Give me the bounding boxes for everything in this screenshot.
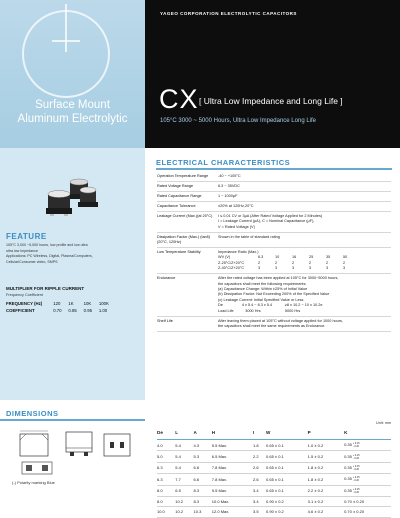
table-cell: 8.3 — [194, 485, 212, 496]
spec-line: Load Life 3000 Hrs 5000 Hrs — [218, 308, 301, 313]
table-cell: 3.4 — [253, 485, 266, 496]
table-cell: 2.6 — [253, 462, 266, 473]
frequency-value: 1K — [68, 301, 74, 306]
impedance-cell: 35 — [326, 255, 331, 260]
column-header: I — [253, 428, 266, 440]
k-value: 0.35 — [344, 487, 352, 493]
dimensions-heading — [0, 409, 59, 418]
spec-value: Shown in the table of standard rating — [218, 234, 280, 239]
impedance-cell: 2 — [292, 260, 295, 265]
table-cell: 0.65 ± 0.1 — [266, 440, 308, 451]
k-value: 0.35 — [344, 465, 352, 470]
table-row — [157, 485, 391, 496]
coefficient-row — [6, 308, 113, 313]
dimensions-heading-text: DIMENSIONS — [6, 409, 59, 418]
impedance-cell: 3 — [343, 266, 346, 271]
coefficient-value: 1.00 — [98, 308, 108, 313]
impedance-cell: 10 — [275, 255, 280, 260]
table-cell: 8.0 — [157, 485, 175, 496]
column-header: W — [266, 428, 308, 440]
coefficient-value: 0.95 — [83, 308, 92, 313]
table-cell — [344, 451, 391, 462]
feature-text — [6, 243, 140, 265]
table-row — [157, 440, 391, 451]
table-cell: 5.4 — [175, 440, 193, 451]
feature-line: 105°C 3,000 ~5,000 hours, low profile and low ultra — [6, 243, 88, 247]
spec-label-line: Dissipation Factor (Max.) (tanδ) — [157, 234, 211, 239]
spec-value: ±20% at 120Hz,20°C — [218, 203, 254, 208]
table-cell: 2.6 — [253, 474, 266, 485]
feature-heading: FEATURE — [6, 232, 47, 241]
table-cell: 3.1 ± 0.2 — [308, 496, 344, 506]
coefficient-value: 0.70 — [53, 308, 62, 313]
spec-row — [157, 212, 391, 233]
title-line-2: Aluminum Electrolytic — [17, 113, 128, 125]
table-cell: 0.70 ± 0.20 — [344, 507, 391, 517]
logo-bar-icon — [52, 40, 80, 42]
impedance-cell: Z-40°C/Z+20°C — [218, 266, 245, 271]
column-header: A — [194, 428, 212, 440]
spec-line: I = Leakage Current (μA), C = Nominal Capacitance (μF), — [218, 219, 315, 224]
table-cell — [344, 462, 391, 473]
table-cell: 4.0 — [157, 440, 175, 451]
table-cell: 6.5 — [175, 485, 193, 496]
spec-line: Impedance Ratio (Max.) — [218, 250, 259, 255]
corporation-name: YAGEO CORPORATION ELECTROLYTIC CAPACITORS — [160, 11, 297, 16]
table-cell: 0.65 ± 0.1 — [266, 462, 308, 473]
left-sidebar — [0, 148, 145, 400]
table-row — [157, 474, 391, 485]
k-value: 0.35 — [344, 442, 352, 448]
table-cell: 10.0 — [157, 507, 175, 517]
logo-stem-icon — [65, 4, 67, 52]
impedance-cell: 2 — [309, 260, 312, 265]
table-cell: 0.65 ± 0.1 — [266, 485, 308, 496]
k-tolerance — [353, 476, 360, 482]
table-cell: 6.3 — [157, 474, 175, 485]
impedance-cell: 6.3 — [258, 255, 264, 260]
spec-row — [157, 192, 391, 202]
spec-line: I ≤ 0.01 CV or 3μA (After Rated Voltage Applied for 2 Minutes) — [218, 213, 323, 218]
k-tolerance — [353, 465, 360, 471]
impedance-cell: 3 — [326, 266, 329, 271]
product-category-title — [0, 98, 145, 126]
table-cell — [344, 485, 391, 496]
k-value: 0.35 — [344, 453, 352, 459]
spec-label — [157, 233, 215, 247]
table-cell: 5.4 — [175, 462, 193, 473]
spec-value: 1 ~ 1000μF — [218, 193, 238, 198]
spec-label-line: (20°C, 120Hz) — [157, 240, 182, 245]
impedance-cell: 2 — [258, 260, 261, 265]
section-divider — [156, 168, 392, 170]
column-header: De — [157, 428, 175, 440]
spec-line: De 4 x 5.4 ~ 6.3 x 5.4 ≥8 x 10.2 ~ 10 x 10.2e — [218, 303, 323, 308]
spec-line: the capacitors shall meet the same requirements as Endurance. — [218, 324, 326, 329]
multiplier-heading: MULTIPLIER FOR RIPPLE CURRENT — [6, 286, 85, 291]
table-cell — [344, 440, 391, 451]
spec-row — [157, 182, 391, 192]
spec-value: -40 ~ +105°C — [218, 173, 241, 178]
table-cell: 2.2 — [253, 451, 266, 462]
impedance-cell: 3 — [309, 266, 312, 271]
table-cell: 1.8 ± 0.2 — [308, 462, 344, 473]
spec-label: Shelf Life — [157, 318, 173, 323]
table-cell: 7.8 Max. — [212, 474, 253, 485]
spec-value: 6.3 ~ 35VDC — [218, 183, 240, 188]
table-row — [157, 462, 391, 473]
spec-value — [215, 274, 391, 315]
header-left-panel — [0, 0, 145, 148]
table-cell: 0.90 ± 0.2 — [266, 507, 308, 517]
feature-line: ultra low impedance — [6, 248, 38, 253]
k-tolerance-plus: + 0.15 — [352, 453, 360, 457]
table-cell: 1.5 ± 0.2 — [308, 451, 344, 462]
frequency-value: 100K — [98, 301, 109, 306]
table-cell: 7.7 — [175, 474, 193, 485]
table-cell: 1.8 ± 0.2 — [308, 474, 344, 485]
table-cell: 6.6 — [194, 474, 212, 485]
k-tolerance — [353, 454, 360, 460]
spec-label: Rated Capacitance Range — [157, 193, 202, 198]
table-cell: 3.4 — [253, 496, 266, 506]
table-row — [157, 507, 391, 517]
table-cell: 10.0 Max. — [212, 496, 253, 506]
frequency-row — [6, 301, 113, 306]
table-cell — [344, 474, 391, 485]
table-cell: 0.70 ± 0.20 — [344, 496, 391, 506]
coefficient-label: COEFFICIENT — [6, 308, 35, 313]
k-tolerance-minus: - 0.20 — [352, 445, 359, 449]
table-row — [157, 451, 391, 462]
k-tolerance-plus: + 0.15 — [352, 442, 360, 446]
spec-label: Operation Temperature Range — [157, 173, 209, 178]
k-tolerance-plus: + 0.15 — [352, 464, 360, 468]
table-header-row — [157, 428, 391, 440]
k-tolerance-minus: - 0.20 — [352, 467, 359, 471]
impedance-cell: Z-25°C/Z+20°C — [218, 260, 245, 265]
spec-line: the capacitors shall meet the following requirements: — [218, 281, 307, 286]
table-cell: 5.0 — [157, 451, 175, 462]
k-tolerance-minus: - 0.20 — [352, 456, 359, 460]
spec-value — [215, 212, 391, 232]
spec-row — [157, 317, 391, 332]
table-cell: 1.8 — [253, 440, 266, 451]
capacitor-product-image — [44, 178, 104, 220]
impedance-cell: 2 — [275, 260, 278, 265]
frequency-label: FREQUENCY (Hz) — [6, 301, 43, 306]
table-cell: 2.2 ± 0.2 — [308, 485, 344, 496]
series-description: 105°C 3000 ~ 5000 Hours, Ultra Low Impedance Long Life — [160, 118, 316, 124]
k-tolerance-plus: + 0.15 — [352, 476, 360, 480]
column-header: K — [344, 428, 391, 440]
table-cell: 4.6 ± 0.2 — [308, 507, 344, 517]
column-header: P — [308, 428, 344, 440]
spec-line: After leaving them placed at 105°C without voltage applied for 1000 hours, — [218, 318, 343, 323]
spec-row — [157, 248, 391, 274]
spec-line: After the rated voltage has been applied at 105°C for 3000~5000 hours, — [218, 276, 339, 281]
table-cell: 10.2 — [175, 507, 193, 517]
table-cell: 6.5 Max. — [212, 451, 253, 462]
table-cell: 0.90 ± 0.2 — [266, 496, 308, 506]
frequency-value: 120 — [53, 301, 61, 306]
impedance-cell: 3 — [258, 266, 261, 271]
electrical-spec-table — [157, 172, 391, 332]
impedance-cell: 50 — [343, 255, 348, 260]
column-header: L — [175, 428, 193, 440]
table-cell: 6.6 — [194, 462, 212, 473]
unit-label: Unit: mm — [376, 421, 392, 425]
impedance-cell: 3 — [275, 266, 278, 271]
frequency-value: 10K — [83, 301, 92, 306]
impedance-cell: 25 — [309, 255, 314, 260]
impedance-cell: WV (V) — [218, 255, 231, 260]
column-header: H — [212, 428, 253, 440]
series-subtitle: [ Ultra Low Impedance and Long Life ] — [199, 96, 343, 106]
table-cell: 0.65 ± 0.1 — [266, 451, 308, 462]
dimension-drawing — [6, 428, 136, 478]
impedance-cell: 16 — [292, 255, 297, 260]
table-cell: 4.3 — [194, 440, 212, 451]
k-tolerance-minus: - 0.20 — [352, 479, 359, 483]
spec-row — [157, 274, 391, 316]
table-cell: 1.0 ± 0.2 — [308, 440, 344, 451]
impedance-ratio-row — [218, 266, 391, 271]
spec-value — [215, 317, 391, 331]
k-tolerance — [353, 442, 360, 448]
k-tolerance-minus: - 0.20 — [352, 490, 359, 494]
table-cell: 5.5 Max. — [212, 440, 253, 451]
table-cell: 9.5 Max. — [212, 485, 253, 496]
impedance-cell: 2 — [343, 260, 346, 265]
k-tolerance — [353, 488, 360, 494]
electrical-heading: ELECTRICAL CHARACTERISTICS — [156, 158, 291, 167]
table-cell: 5.3 — [194, 451, 212, 462]
coefficient-value: 0.85 — [68, 308, 77, 313]
table-cell: 10.3 — [194, 507, 212, 517]
k-value: 0.35 — [344, 476, 352, 482]
spec-label: Endurance — [157, 276, 176, 281]
header-right-panel — [145, 0, 400, 148]
feature-line: Applications: PC Wireless, Digital, Plasma/Computers, — [6, 254, 93, 259]
table-cell: 5.4 — [175, 451, 193, 462]
spec-label: Low Temperature Stability — [157, 250, 201, 255]
series-name: CX — [159, 84, 199, 114]
spec-line: V = Rated Voltage (V) — [218, 224, 255, 229]
multiplier-subheading: Frequency Coefficient — [6, 293, 43, 297]
table-cell: 0.65 ± 0.1 — [266, 474, 308, 485]
spec-line: (b) Dissipation Factor: Not Exceeding 200% of the Specified Value — [218, 292, 330, 297]
spec-label: Leakage Current (Max.)(at 20°C) — [157, 213, 213, 218]
spec-row — [157, 202, 391, 212]
table-cell: 8.0 — [157, 496, 175, 506]
table-row — [157, 496, 391, 506]
table-cell: 12.0 Max. — [212, 507, 253, 517]
title-line-1: Surface Mount — [35, 99, 110, 111]
spec-row — [157, 233, 391, 248]
spec-value — [215, 248, 391, 273]
polarity-note: (-) Polarity marking Blue — [12, 480, 55, 485]
section-divider — [0, 419, 145, 421]
table-cell: 3.5 — [253, 507, 266, 517]
impedance-cell: 2 — [326, 260, 329, 265]
table-cell: 7.8 Max. — [212, 462, 253, 473]
impedance-cell: 3 — [292, 266, 295, 271]
spec-line: (a) Capacitance Change: Within ±25% of Initial Value — [218, 287, 308, 292]
table-cell: 10.2 — [175, 496, 193, 506]
feature-line: Cellular/Consumer video, SMPS — [6, 259, 58, 264]
spec-row — [157, 172, 391, 182]
spec-line: (c) Leakage Current: Initial Specified Value or Less — [218, 297, 304, 302]
table-cell: 8.3 — [194, 496, 212, 506]
dimensions-table — [157, 428, 391, 518]
spec-label: Capacitance Tolerance — [157, 203, 196, 208]
spec-label: Rated Voltage Range — [157, 183, 194, 188]
table-cell: 6.3 — [157, 462, 175, 473]
k-tolerance-plus: + 0.15 — [352, 487, 360, 491]
